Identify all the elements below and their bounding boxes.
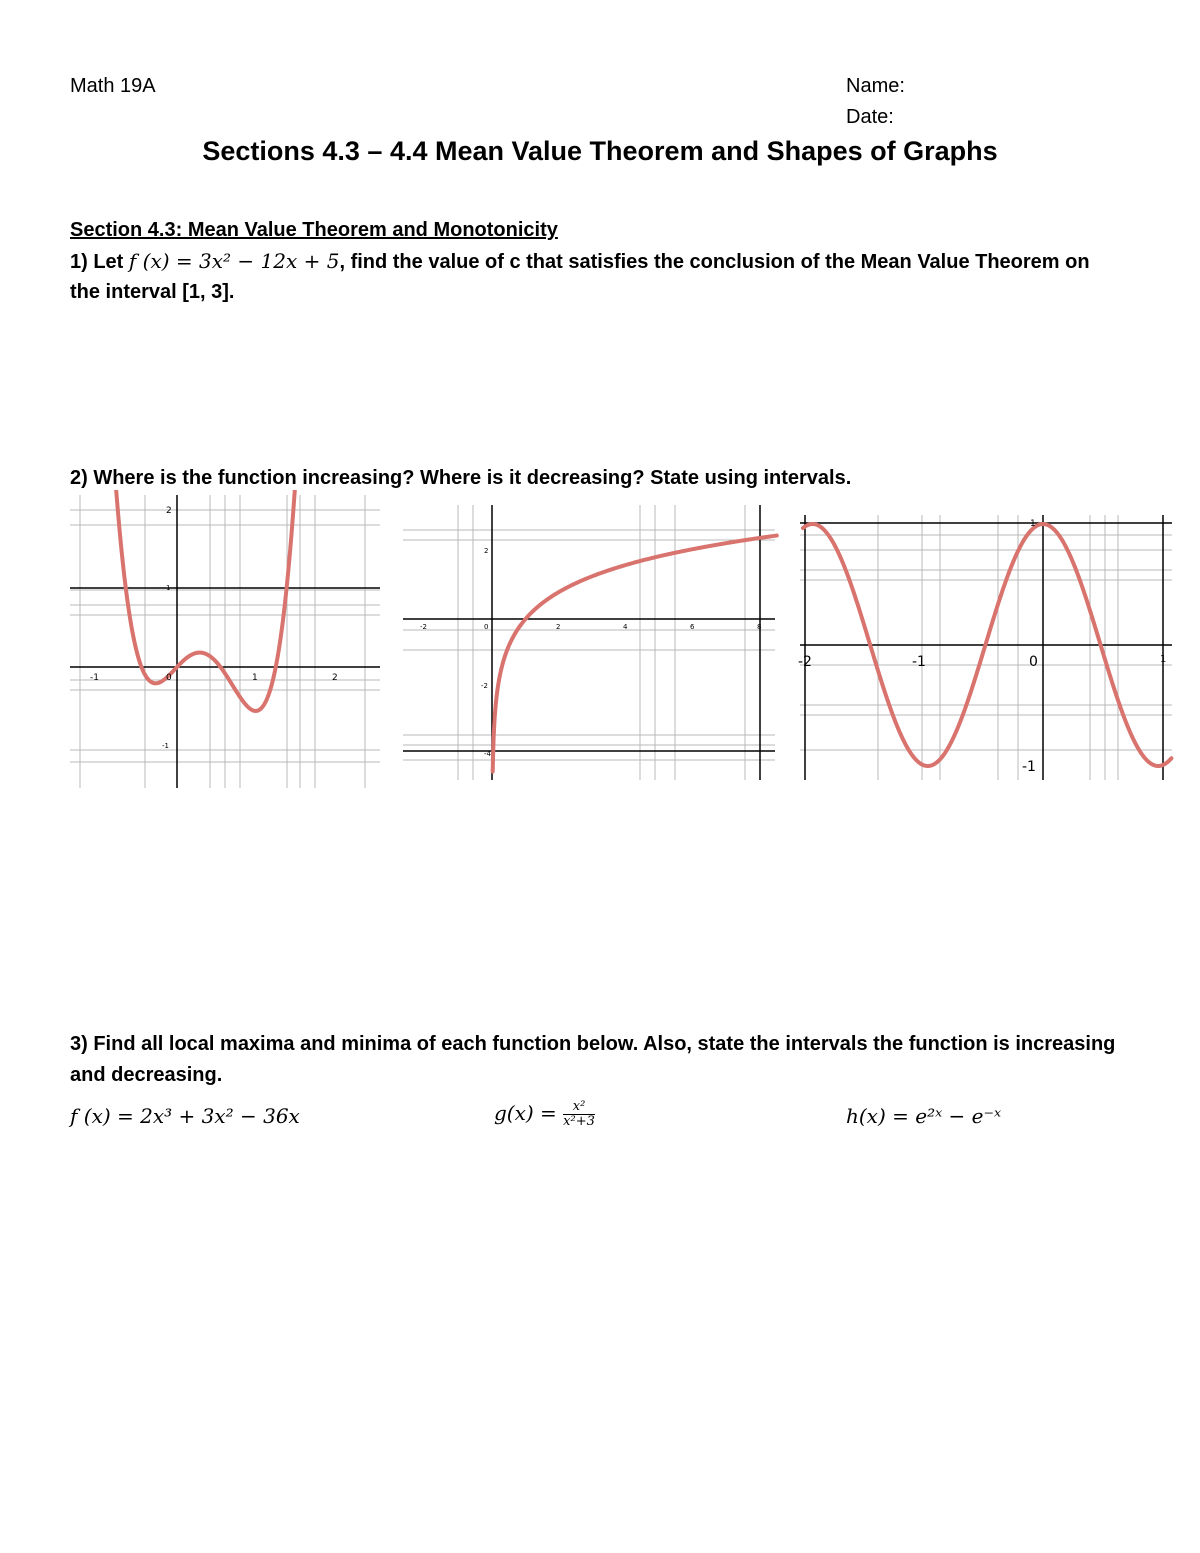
- tick-label-x: 2: [556, 623, 561, 631]
- question-1: [70, 249, 1090, 274]
- q1-number: 1) Let: [70, 251, 124, 273]
- name-label: Name:: [846, 75, 905, 97]
- date-label: Date:: [846, 106, 894, 128]
- tick-label-x: 6: [690, 623, 695, 631]
- q1-function: f (x) = 3x² − 12x + 5: [128, 249, 340, 273]
- graphs-area: [0, 490, 1200, 800]
- tick-label-x: 0: [1029, 654, 1038, 670]
- tick-label-y: 2: [166, 506, 172, 516]
- tick-label-y: 1: [166, 584, 171, 592]
- tick-label-y: -1: [162, 742, 169, 750]
- tick-label-x: -2: [420, 623, 427, 631]
- tick-label-x: 2: [332, 673, 338, 683]
- tick-label-x: 8: [757, 623, 762, 631]
- section-heading: Section 4.3: Mean Value Theorem and Monotonicity: [70, 219, 558, 241]
- tick-label-x: 1: [252, 673, 258, 683]
- q3-function-h: h(x) = e²ˣ − e⁻ˣ: [846, 1104, 1002, 1128]
- g-fraction: [563, 1100, 595, 1129]
- q3-function-g: [494, 1100, 595, 1129]
- q3-function-f: f (x) = 2x³ + 3x² − 36x: [70, 1104, 300, 1128]
- tick-label-y: -4: [484, 750, 491, 758]
- tick-label-x: 0: [166, 673, 172, 683]
- tick-label-x: -1: [912, 654, 926, 670]
- page-title: Sections 4.3 – 4.4 Mean Value Theorem and Shapes of Graphs: [202, 136, 998, 166]
- g-denominator: x²+3: [563, 1114, 595, 1129]
- tick-label-x: -1: [90, 673, 99, 683]
- q1-text-line2: the interval [1, 3].: [70, 281, 235, 303]
- tick-label-x: 4: [623, 623, 628, 631]
- q1-text: , find the value of c that satisfies the conclusion of the Mean Value Theorem on: [339, 251, 1090, 273]
- question-3: 3) Find all local maxima and minima of each function below. Also, state the intervals the function is increasing: [70, 1033, 1116, 1055]
- tick-label-y: 1: [1030, 519, 1036, 529]
- tick-label-y: -1: [1022, 759, 1036, 775]
- graph-2: [403, 505, 777, 780]
- question-2: 2) Where is the function increasing? Where is it decreasing? State using intervals.: [70, 467, 852, 489]
- course-label: Math 19A: [70, 75, 156, 97]
- tick-label-y: 2: [484, 547, 489, 555]
- graph-1: [70, 490, 380, 788]
- graph-3: [798, 515, 1172, 780]
- curve-2: [493, 536, 777, 772]
- tick-label-x: -2: [798, 654, 812, 670]
- tick-label-x: 1: [1160, 654, 1167, 665]
- curve-1: [98, 490, 331, 711]
- tick-label-x: 0: [484, 623, 489, 631]
- tick-label-y: -2: [481, 682, 488, 690]
- q3-text-line2: and decreasing.: [70, 1064, 223, 1086]
- g-lhs: g(x) =: [494, 1101, 557, 1125]
- g-numerator: x²: [563, 1100, 595, 1115]
